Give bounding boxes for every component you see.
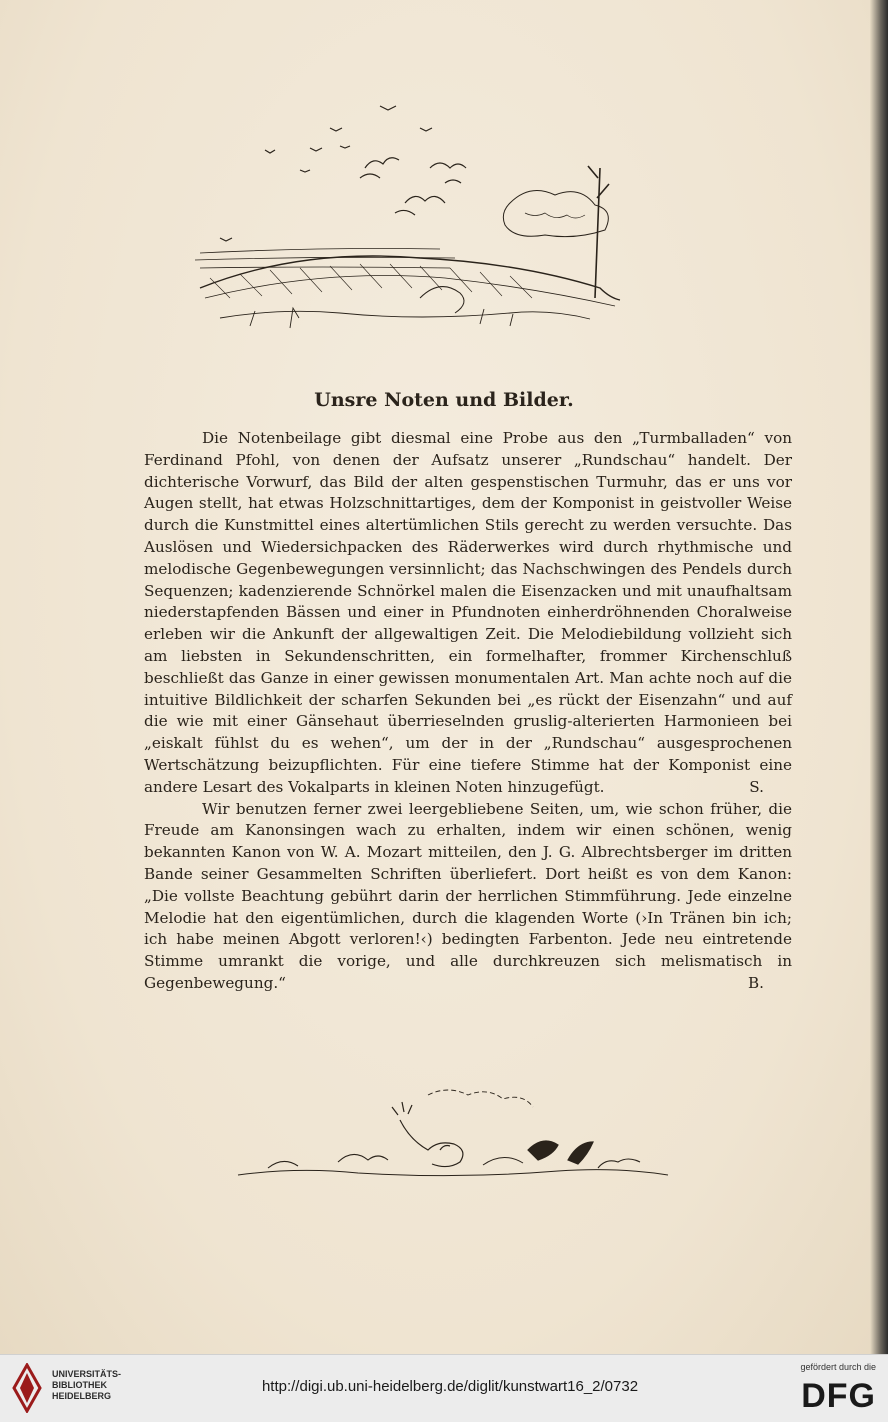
scan-edge <box>870 0 888 1354</box>
author-signature: S. <box>749 777 764 796</box>
page-title: Unsre Noten und Bilder. <box>314 389 574 411</box>
landscape-vignette <box>180 88 630 338</box>
author-signature: B. <box>748 973 764 992</box>
dfg-logo: DFG <box>801 1377 876 1415</box>
library-name-line: HEIDELBERG <box>52 1391 112 1401</box>
funder-label: gefördert durch die <box>800 1362 876 1372</box>
paragraph-text: Wir benutzen ferner zwei leergebliebene Seiten, um, wie schon früher, die Freude am Kanonsingen wach zu erhalten, indem wir einen schönen, wenig bekannten Kanon von W. A. Mozart mitteilen, den J. G. Albrechtsberger im dritten Bande seiner Gesammelten Schriften überliefert. Dort heißt es von dem Kanon: „Die vollste Beachtung gebührt darin der herrlichen Stimmführung. Jede einzelne Melodie hat den eigentümlichen, durch die klagenden Worte (›In Tränen bin ich; ich habe meinen Abgott verloren!‹) bedingten Farbenton. Jede neu eintretende Stimme umrankt die vorige, und alle durchkreuzen sich melismatisch in Gegenbewegung.“ <box>144 799 792 992</box>
swimmer-vignette <box>228 1080 678 1210</box>
library-name-line: BIBLIOTHEK <box>52 1380 107 1390</box>
paragraph <box>144 428 792 799</box>
paragraph-text: Die Notenbeilage gibt diesmal eine Probe aus den „Turmballaden“ von Ferdinand Pfohl, von denen der Aufsatz unserer „Rundschau“ handelt. Der dichterische Vorwurf, das Bild der alten gespenstischen Turmuhr, das er uns vor Augen stellt, hat etwas Holzschnittartiges, dem der Komponist in geistvoller Weise durch die Kunstmittel eines altertümlichen Stils gerecht zu werden versuchte. Das Auslösen und Wiedersichpacken des Räderwerkes wird durch rhythmische und melodische Gegenbewegungen versinnlicht; das Nachschwingen des Pendels durch Sequenzen; kadenzierende Schnörkel malen die Eisenzacken und mit unaufhaltsam niederstapfenden Bässen und einer in Pfundnoten einherdröhnenden Choralweise erleben wir die Ankunft der allgewaltigen Zeit. Die Melodiebildung vollzieht sich am liebsten in Sekundenschritten, ein formelhafter, frommer Kirchenschluß beschließt das Ganze in einer gewissen monumentalen Art. Man achte noch auf die intuitive Bildlichkeit der scharfen Sekunden bei „es rückt der Eisenzahn“ und auf die wie mit einer Gänsehaut überrieselnden gruslig-alterierten Harmonieen bei „eiskalt fühlst du es wehen“, um der in der „Rundschau“ ausgesprochenen Wertschätzung beizupflichten. Für eine tiefere Stimme hat der Komponist eine andere Lesart des Vokalparts in kleinen Noten hinzugefügt. <box>144 429 792 796</box>
article-body <box>144 428 792 995</box>
library-name-line: UNIVERSITÄTS- <box>52 1369 122 1379</box>
heidelberg-library-logo <box>10 1363 44 1413</box>
library-name <box>52 1369 121 1402</box>
source-url-link[interactable]: http://digi.ub.uni-heidelberg.de/diglit/kunstwart16_2/0732 <box>261 1378 639 1395</box>
footer-bar <box>0 1354 888 1422</box>
paragraph <box>144 799 792 995</box>
